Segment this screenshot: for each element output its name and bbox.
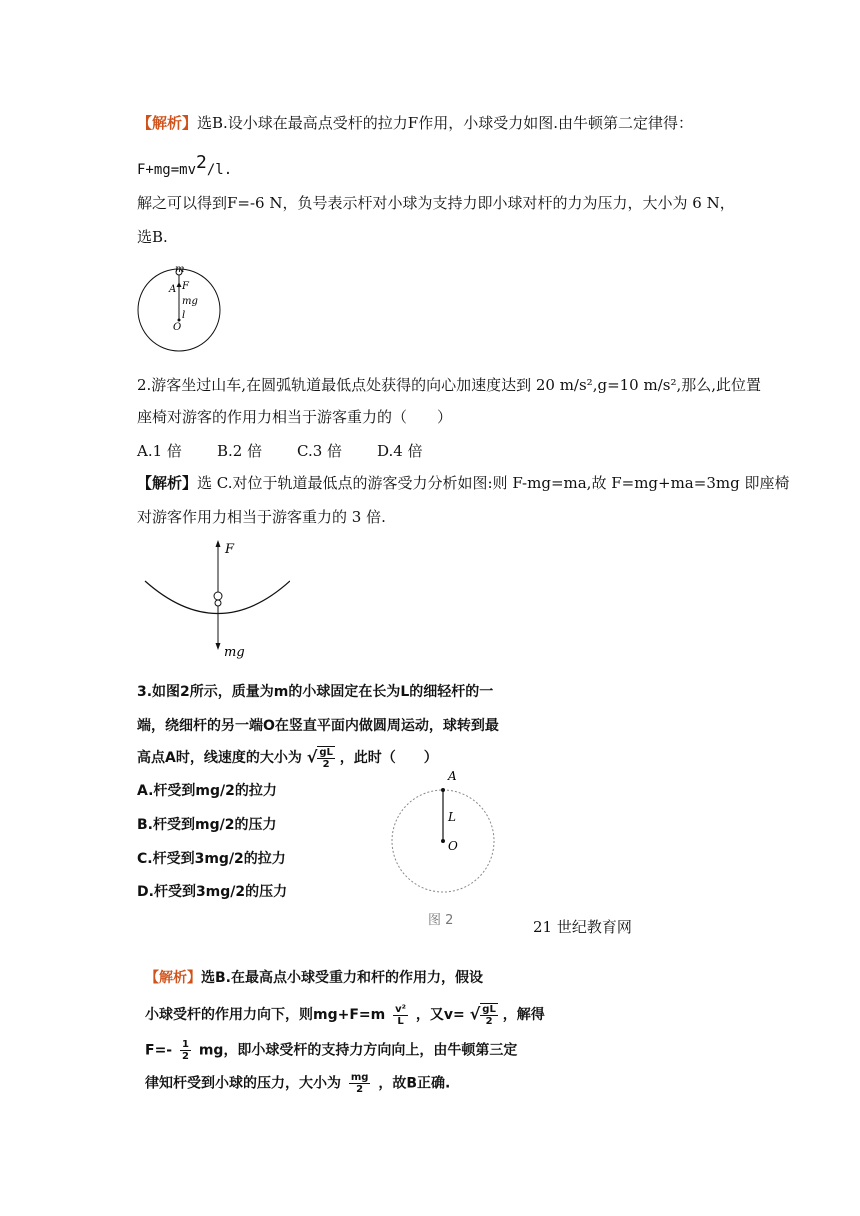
option-c: C.3 倍 xyxy=(297,442,343,460)
q3-solution-line-3 xyxy=(145,1039,517,1062)
q2-line-1: 2.游客坐过山车,在圆弧轨道最低点处获得的向心加速度达到 20 m/s²,g=10 m/s²,那么,此位置 xyxy=(137,376,762,394)
solution-1-line-3: 解之可以得到F=-6 N，负号表示杆对小球为支持力即小球对杆的力为压力，大小为 6 N， xyxy=(137,194,735,212)
label-O: O xyxy=(448,839,458,853)
solution-text: ，又v= xyxy=(415,1007,465,1023)
q3-solution-line-4 xyxy=(145,1072,450,1095)
label-F: F xyxy=(182,281,189,292)
q3-option-b: B.杆受到mg/2的压力 xyxy=(137,817,277,833)
q3-solution-line-2 xyxy=(145,1003,545,1027)
label-mg: mg xyxy=(224,645,245,660)
rad-den: 2 xyxy=(322,759,330,770)
analysis-tag: 【解析】 xyxy=(137,114,198,132)
label-mg: mg xyxy=(182,296,198,307)
fraction-1-2 xyxy=(180,1039,191,1062)
rad-den: 2 xyxy=(485,1016,493,1027)
sqrt-gL-2: √ $\frac{gL}{2}$ xyxy=(469,1004,496,1027)
equation-line xyxy=(137,152,232,178)
frac-num: mg xyxy=(350,1072,369,1083)
label-L: L xyxy=(448,810,456,824)
frac-den: 2 xyxy=(181,1051,189,1062)
option-d: D.4 倍 xyxy=(377,442,423,460)
analysis-tag: 【解析】 xyxy=(137,474,198,492)
q3-option-c: C.杆受到3mg/2的拉力 xyxy=(137,851,286,867)
label-F: F xyxy=(225,542,235,557)
option-a: A.1 倍 xyxy=(137,442,182,460)
label-m: m xyxy=(175,264,185,275)
equation-part: F+mg=mv xyxy=(137,162,197,178)
q3-line-2: 端，绕细杆的另一端O在竖直平面内做圆周运动，球转到最 xyxy=(137,718,499,734)
q2-line-2: 座椅对游客的作用力相当于游客重力的（ ） xyxy=(137,408,453,426)
rad-num: gL xyxy=(482,1004,496,1015)
label-l: l xyxy=(182,310,186,321)
solution-text: 小球受杆的作用力向下，则mg+F=m xyxy=(145,1007,386,1023)
sqrt-gL-2: √ $\frac{gL}{2}$ xyxy=(306,747,333,770)
q3-option-d: D.杆受到3mg/2的压力 xyxy=(137,884,288,900)
q2-options xyxy=(137,440,423,461)
solution-text: 律知杆受到小球的压力，大小为 xyxy=(145,1075,341,1092)
watermark: 21 世纪教育网 xyxy=(533,918,632,936)
figure-1-circle xyxy=(136,262,228,358)
q2-solution-line-2: 对游客作用力相当于游客重力的 3 倍. xyxy=(137,508,386,526)
frac-den: L xyxy=(397,1015,404,1027)
label-O: O xyxy=(173,322,182,333)
figure-caption: 图 2 xyxy=(428,913,454,928)
equation-part: /l. xyxy=(206,162,233,178)
solution-1-line-4: 选B. xyxy=(137,228,168,246)
fraction-mg-2 xyxy=(349,1072,371,1095)
frac-num: 1 xyxy=(181,1039,189,1050)
rad-num: gL xyxy=(319,747,333,758)
fraction-v2-L xyxy=(393,1004,408,1027)
solution-text: ，故B正确. xyxy=(378,1075,451,1092)
q2-solution-line-1 xyxy=(137,472,789,493)
frac-den: 2 xyxy=(356,1084,364,1095)
q3-option-a: A.杆受到mg/2的拉力 xyxy=(137,783,277,799)
figure-2-track xyxy=(140,536,290,662)
q3-solution-line-1 xyxy=(145,967,483,987)
solution-text: 选B.设小球在最高点受杆的拉力F作用，小球受力如图.由牛顿第二定律得： xyxy=(197,114,693,132)
solution-text: ，解得 xyxy=(502,1007,545,1023)
label-A: A xyxy=(448,769,457,783)
option-b: B.2 倍 xyxy=(217,442,263,460)
solution-text: mg，即小球受杆的支持力方向向上，由牛顿第三定 xyxy=(198,1042,518,1059)
solution-text: 选B.在最高点小球受重力和杆的作用力，假设 xyxy=(201,970,483,986)
frac-num: v² xyxy=(395,1003,407,1015)
solution-text: F=- xyxy=(145,1042,173,1059)
label-A: A xyxy=(169,284,177,295)
q3-text: 高点A时，线速度的大小为 xyxy=(137,750,302,766)
q3-text: ，此时（ ） xyxy=(339,750,438,766)
q3-line-1: 3.如图2所示，质量为m的小球固定在长为L的细轻杆的一 xyxy=(137,684,494,700)
solution-1-line-1 xyxy=(137,112,693,133)
analysis-tag: 【解析】 xyxy=(145,970,201,986)
equation-sup: 2 xyxy=(196,152,207,173)
solution-text: 选 C.对位于轨道最低点的游客受力分析如图:则 F-mg=ma,故 F=mg+ma=3mg 即座椅 xyxy=(197,474,790,492)
figure-3-circle xyxy=(388,766,500,896)
